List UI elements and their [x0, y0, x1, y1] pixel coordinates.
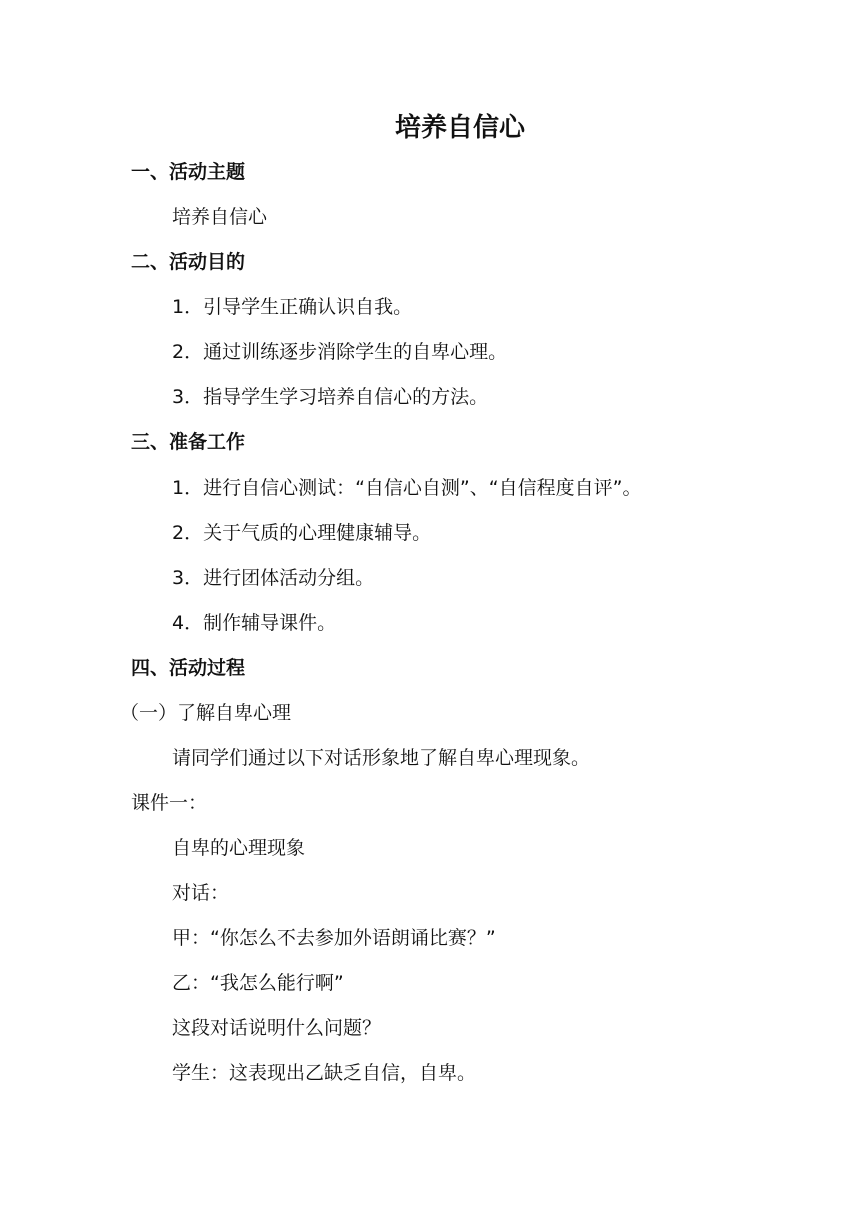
dialogue-line: 甲：“你怎么不去参加外语朗诵比赛？”: [172, 927, 496, 949]
list-item: 4．制作辅导课件。: [172, 612, 337, 634]
list-item: 1．进行自信心测试：“自信心自测”、“自信程度自评”。: [172, 477, 642, 499]
courseware-label: 课件一：: [131, 792, 208, 814]
list-item: 3．指导学生学习培养自信心的方法。: [172, 386, 489, 408]
paragraph-line: 这段对话说明什么问题？: [172, 1017, 382, 1039]
section-heading-theme: 一、活动主题: [131, 161, 246, 183]
list-item: 1．引导学生正确认识自我。: [172, 296, 413, 318]
paragraph-line: 对话：: [172, 882, 230, 904]
paragraph-line: 自卑的心理现象: [172, 837, 306, 859]
section-heading-preparation: 三、准备工作: [131, 431, 246, 453]
list-item: 2．通过训练逐步消除学生的自卑心理。: [172, 341, 508, 363]
section-heading-process: 四、活动过程: [131, 657, 246, 679]
paragraph-line: 学生：这表现出乙缺乏自信，自卑。: [172, 1062, 477, 1084]
subsection-heading: （一）了解自卑心理: [120, 702, 292, 724]
list-item: 3．进行团体活动分组。: [172, 567, 375, 589]
paragraph-line: 请同学们通过以下对话形象地了解自卑心理现象。: [172, 747, 591, 769]
document-title: 培养自信心: [394, 113, 525, 143]
list-item: 2．关于气质的心理健康辅导。: [172, 522, 432, 544]
section-heading-purpose: 二、活动目的: [131, 251, 246, 273]
dialogue-line: 乙：“我怎么能行啊”: [172, 972, 344, 994]
paragraph-line: 培养自信心: [172, 206, 268, 228]
